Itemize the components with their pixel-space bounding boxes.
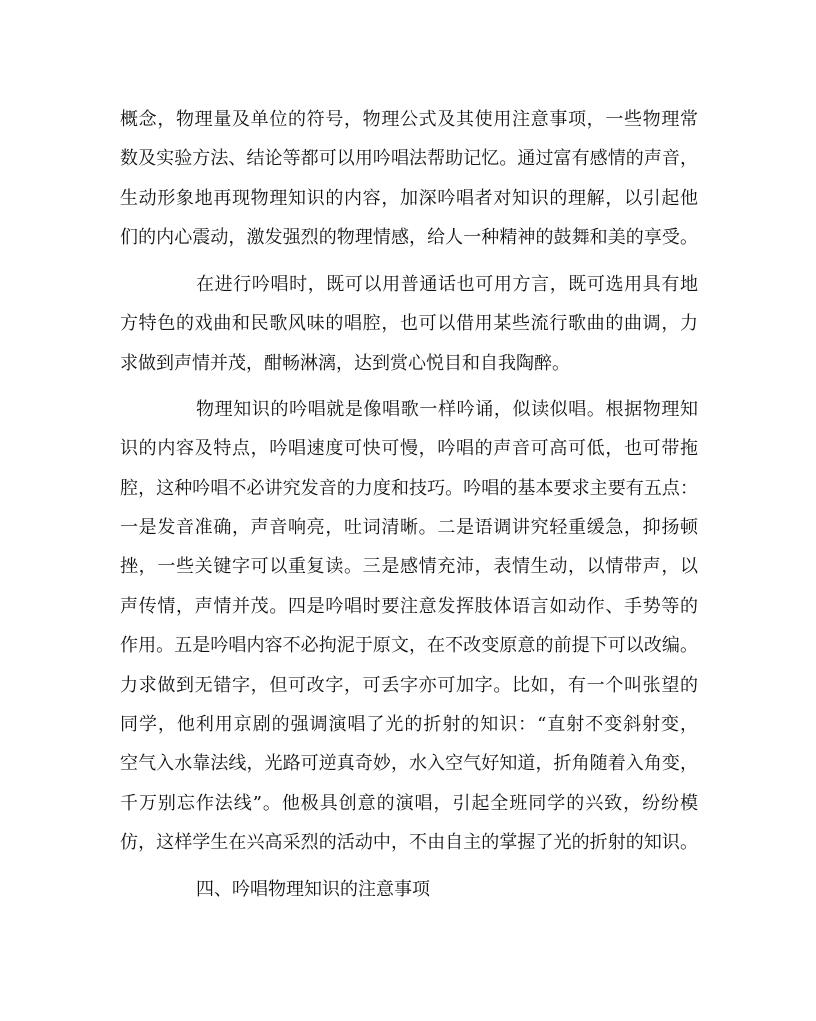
- text-line: 声传情，声情并茂。四是吟唱时要注意发挥肢体语言如动作、手势等的: [120, 596, 698, 617]
- text-line: 同学，他利用京剧的强调演唱了光的折射的知识：“直射不变斜射变，: [120, 714, 698, 735]
- text-line: 仿，这样学生在兴高采烈的活动中，不由自主的掌握了光的折射的知识。: [120, 832, 698, 853]
- text-line: 腔，这种吟唱不必讲究发音的力度和技巧。吟唱的基本要求主要有五点：: [120, 478, 698, 499]
- text-line: 识的内容及特点，吟唱速度可快可慢，吟唱的声音可高可低，也可带拖: [120, 438, 698, 459]
- text-line: 概念，物理量及单位的符号，物理公式及其使用注意事项，一些物理常: [120, 109, 698, 130]
- text-line: 一是发音准确，声音响亮，吐词清晰。二是语调讲究轻重缓急，抑扬顿: [120, 517, 698, 538]
- text-line: 生动形象地再现物理知识的内容，加深吟唱者对知识的理解，以引起他: [120, 188, 698, 209]
- text-line: 作用。五是吟唱内容不必拘泥于原文，在不改变原意的前提下可以改编。: [120, 635, 698, 656]
- paragraph-first-line: 在进行吟唱时，既可以用普通话也可用方言，既可选用具有地: [196, 274, 698, 295]
- text-line: 方特色的戏曲和民歌风味的唱腔，也可以借用某些流行歌曲的曲调，力: [120, 313, 698, 334]
- text-line: 求做到声情并茂，酣畅淋漓，达到赏心悦目和自我陶醉。: [120, 353, 570, 374]
- text-line: 空气入水靠法线，光路可逆真奇妙，水入空气好知道，折角随着入角变，: [120, 753, 698, 774]
- text-line: 们的内心震动，激发强烈的物理情感，给人一种精神的鼓舞和美的享受。: [120, 227, 698, 248]
- section-heading: 四、吟唱物理知识的注意事项: [196, 879, 430, 900]
- paragraph-first-line: 物理知识的吟唱就是像唱歌一样吟诵，似读似唱。根据物理知: [196, 399, 698, 420]
- text-line: 数及实验方法、结论等都可以用吟唱法帮助记忆。通过富有感情的声音，: [120, 148, 698, 169]
- text-line: 力求做到无错字，但可改字，可丢字亦可加字。比如，有一个叫张望的: [120, 675, 698, 696]
- text-line: 挫，一些关键字可以重复读。三是感情充沛，表情生动，以情带声，以: [120, 556, 698, 577]
- text-line: 千万别忘作法线”。他极具创意的演唱，引起全班同学的兴致，纷纷模: [120, 793, 698, 814]
